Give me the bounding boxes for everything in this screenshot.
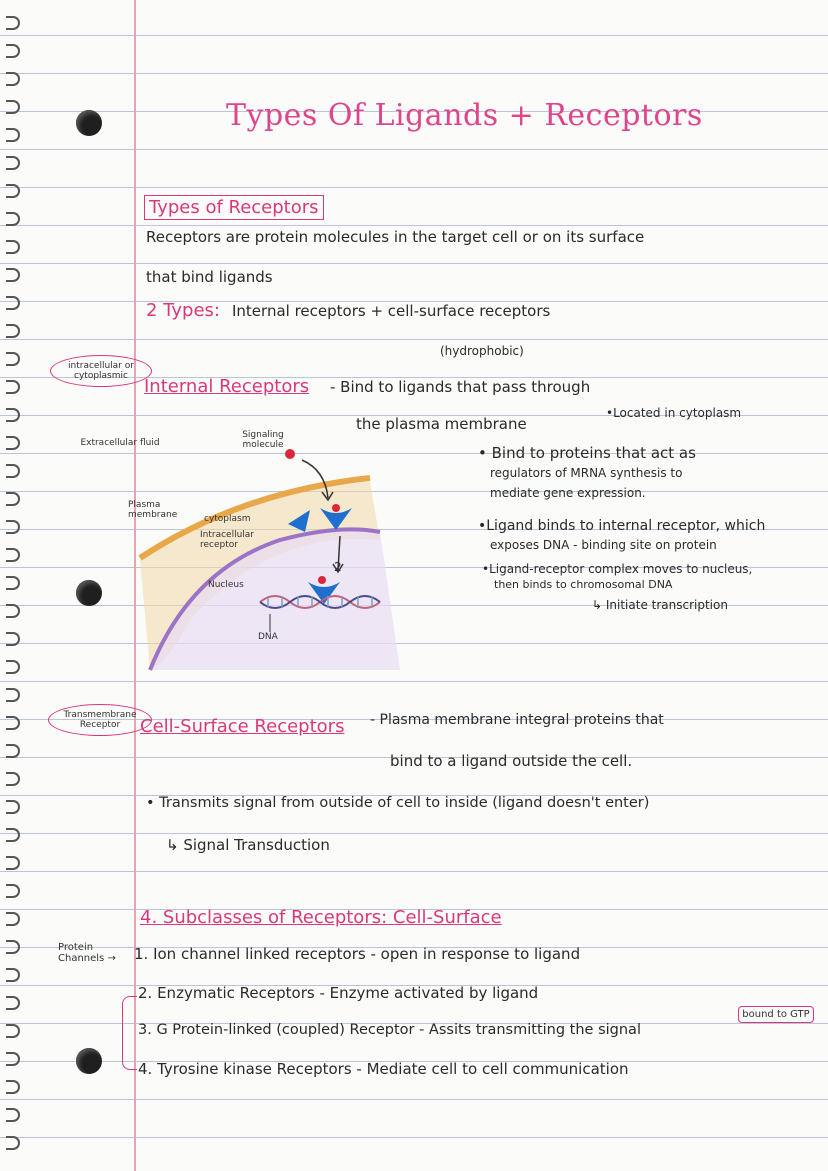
spiral-ring <box>2 1106 22 1122</box>
label-extracellular: Extracellular fluid <box>80 438 160 448</box>
spiral-ring <box>2 322 22 338</box>
internal-bullet3-a: •Ligand-receptor complex moves to nucleus, <box>482 562 753 576</box>
page-title: Types Of Ligands + Receptors <box>226 98 703 133</box>
label-signaling-molecule: Signaling molecule <box>242 430 284 450</box>
protein-channels-note: Protein Channels → <box>58 942 116 964</box>
spiral-ring <box>2 938 22 954</box>
internal-def-1: - Bind to ligands that pass through <box>330 378 591 396</box>
signaling-molecule-dot <box>285 449 295 459</box>
spiral-ring <box>2 686 22 702</box>
cell-surface-def-1: - Plasma membrane integral proteins that <box>370 712 664 728</box>
spiral-ring <box>2 434 22 450</box>
transmembrane-note: Transmembrane Receptor <box>48 704 152 736</box>
spiral-ring <box>2 210 22 226</box>
spiral-ring <box>2 266 22 282</box>
label-plasma-membrane: Plasma membrane <box>128 500 178 520</box>
internal-bullet2-b: exposes DNA - binding site on protein <box>490 538 717 552</box>
spiral-ring <box>2 406 22 422</box>
spiral-ring <box>2 154 22 170</box>
spiral-ring <box>2 574 22 590</box>
spiral-ring <box>2 462 22 478</box>
spiral-ring <box>2 14 22 30</box>
spiral-ring <box>2 238 22 254</box>
punch-hole <box>76 110 102 136</box>
spiral-ring <box>2 350 22 366</box>
spiral-ring <box>2 798 22 814</box>
spiral-ring <box>2 826 22 842</box>
internal-heading: Internal Receptors <box>144 376 310 397</box>
types-line-2: that bind ligands <box>146 268 273 286</box>
subclass-item-2: 2. Enzymatic Receptors - Enzyme activated by ligand <box>138 984 539 1002</box>
spiral-ring <box>2 1134 22 1150</box>
label-intracellular-receptor: Intracellular receptor <box>200 530 255 550</box>
cell-surface-def-2: bind to a ligand outside the cell. <box>390 752 633 770</box>
spiral-ring <box>2 714 22 730</box>
internal-bullet1-c: mediate gene expression. <box>490 486 646 500</box>
spiral-ring <box>2 994 22 1010</box>
spiral-ring <box>2 546 22 562</box>
hydrophobic-note: (hydrophobic) <box>440 344 524 358</box>
spiral-ring <box>2 294 22 310</box>
spiral-ring <box>2 1078 22 1094</box>
intracellular-note: intracellular or cytoplasmic <box>50 355 152 387</box>
spiral-ring <box>2 1022 22 1038</box>
spiral-ring <box>2 182 22 198</box>
spiral-ring <box>2 378 22 394</box>
two-types-label: 2 Types: <box>146 300 220 321</box>
cell-surface-heading: Cell-Surface Receptors <box>140 716 345 737</box>
internal-bullet1-b: regulators of MRNA synthesis to <box>490 466 683 480</box>
subclass-item-1: 1. Ion channel linked receptors - open in response to ligand <box>134 945 581 963</box>
internal-bullet3-b: then binds to chromosomal DNA <box>494 578 673 591</box>
two-types-text: Internal receptors + cell-surface receptors <box>232 302 551 320</box>
spiral-ring <box>2 518 22 534</box>
cell-surface-sub: ↳ Signal Transduction <box>166 836 330 854</box>
spiral-ring <box>2 126 22 142</box>
spiral-ring <box>2 770 22 786</box>
label-nucleus: Nucleus <box>208 580 244 590</box>
gtp-note: bound to GTP <box>738 1006 814 1023</box>
cell-surface-bullet: • Transmits signal from outside of cell to inside (ligand doesn't enter) <box>146 795 650 811</box>
spiral-ring <box>2 966 22 982</box>
subclass-item-4: 4. Tyrosine kinase Receptors - Mediate cell to cell communication <box>138 1060 629 1078</box>
label-dna: DNA <box>258 632 278 642</box>
label-cytoplasm: cytoplasm <box>204 514 251 524</box>
spiral-ring <box>2 490 22 506</box>
subclass-item-3: 3. G Protein-linked (coupled) Receptor - Assits transmitting the signal <box>138 1022 641 1038</box>
spiral-ring <box>2 854 22 870</box>
spiral-ring <box>2 602 22 618</box>
internal-location: •Located in cytoplasm <box>606 406 742 420</box>
spiral-ring <box>2 98 22 114</box>
internal-bullet3-c: ↳ Initiate transcription <box>592 598 728 612</box>
step-number: 2 <box>334 560 342 574</box>
spiral-ring <box>2 658 22 674</box>
internal-bullet1-a: • Bind to proteins that act as <box>478 444 696 462</box>
types-line-1: Receptors are protein molecules in the target cell or on its surface <box>146 228 645 246</box>
subclasses-heading: 4. Subclasses of Receptors: Cell-Surface <box>140 907 502 928</box>
spiral-ring <box>2 742 22 758</box>
spiral-ring <box>2 882 22 898</box>
internal-def-2: the plasma membrane <box>356 415 527 433</box>
spiral-ring <box>2 70 22 86</box>
types-heading: Types of Receptors <box>144 195 324 220</box>
spiral-ring <box>2 42 22 58</box>
spiral-ring <box>2 630 22 646</box>
spiral-ring <box>2 910 22 926</box>
subclass-bracket <box>122 996 137 1070</box>
punch-hole <box>76 1048 102 1074</box>
spiral-ring <box>2 1050 22 1066</box>
internal-bullet2-a: •Ligand binds to internal receptor, which <box>478 518 766 534</box>
